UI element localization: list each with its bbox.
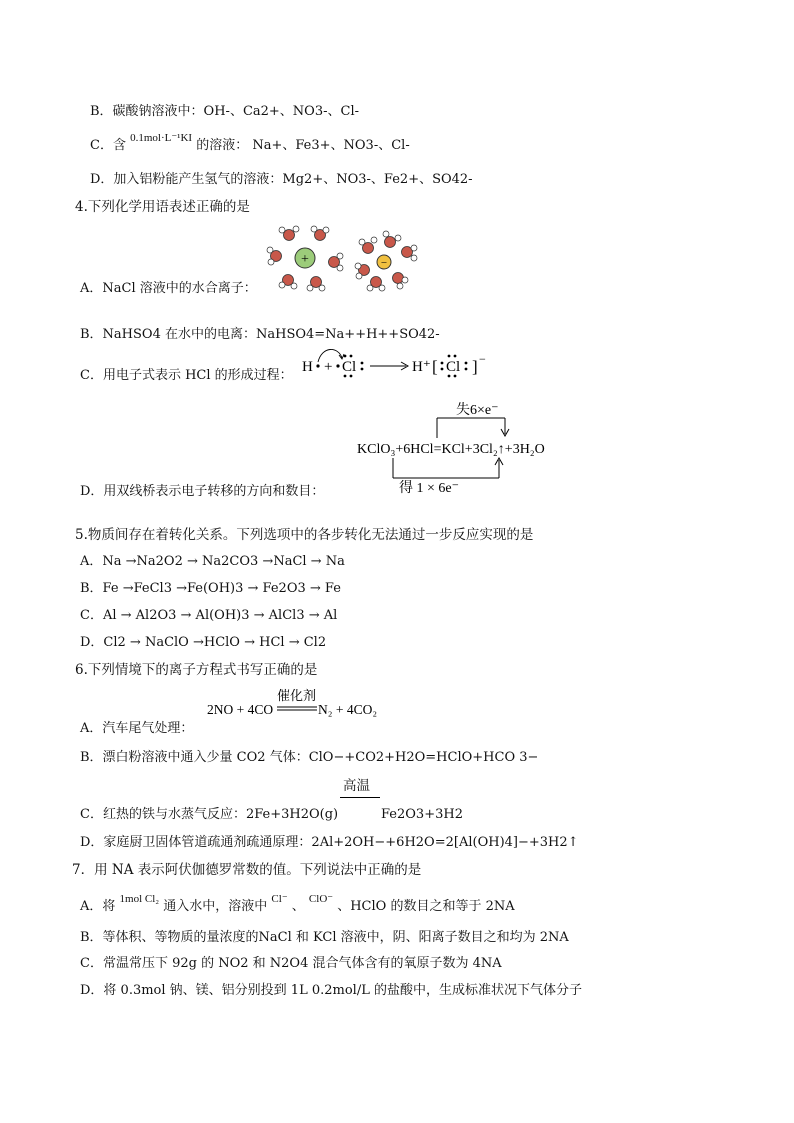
cl-ion-charge: −: [479, 352, 486, 366]
q3-option-c: [90, 132, 410, 155]
q5-stem: 5.物质间存在着转化关系。下列选项中的各步转化无法通过一步反应实现的是: [75, 527, 534, 543]
exhaust-reactants: 2NO + 4CO: [207, 702, 274, 717]
q5-option-d: D．Cl2 → NaClO →HClO → HCl → Cl2: [80, 635, 327, 650]
q3-option-c-concentration: 0.1mol·L⁻¹KI: [130, 132, 193, 144]
hydrated-cation: [267, 226, 343, 291]
h-atom-left: H: [302, 359, 313, 375]
q5-option-b: B．Fe →FeCl3 →Fe(OH)3 → Fe2O3 → Fe: [80, 581, 341, 596]
anion-minus-sign: −: [380, 257, 388, 269]
h-ion-right: H⁺: [412, 359, 431, 375]
q4-stem: 4.下列化学用语表述正确的是: [75, 199, 250, 215]
q7-option-a-mid: 通入水中，溶液中: [163, 899, 268, 914]
high-temperature-label: 高温: [343, 778, 370, 794]
q5-option-a: A．Na →Na2O2 → Na2CO3 →NaCl → Na: [80, 554, 345, 569]
q3-option-b: B．碳酸钠溶液中：OH-、Ca2+、NO3-、Cl-: [90, 104, 359, 119]
q3-option-c-suffix: 的溶液： Na+、Fe3+、NO3-、Cl-: [196, 138, 410, 153]
q5-option-c: C．Al → Al2O3 → Al(OH)3 → AlCl3 → Al: [80, 608, 338, 623]
q7-option-d: D．将 0.3mol 钠、镁、铝分别投到 1L 0.2mol/L 的盐酸中，生成标准状况下气体分子: [80, 983, 582, 998]
q7-option-a-prefix: A．将: [80, 899, 116, 914]
double-bridge-diagram: [355, 398, 575, 494]
cl-ion-right: Cl: [446, 359, 461, 375]
electron-loss-label: 失6×e⁻: [456, 403, 499, 418]
q7-option-a-ion1: Cl⁻: [271, 893, 288, 905]
cl-atom-left: Cl: [342, 359, 357, 375]
catalyst-label: 催化剂: [277, 688, 317, 703]
q4-option-a: A．NaCl 溶液中的水合离子：: [80, 281, 257, 296]
q7-option-a-amount: 1mol Cl₂: [119, 893, 160, 905]
exhaust-products: N₂ + 4CO₂: [318, 702, 378, 717]
q7-stem: 7．用 NA 表示阿伏伽德罗常数的值。下列说法中正确的是: [72, 862, 422, 878]
q6-option-a: A．汽车尾气处理：: [80, 721, 194, 736]
q7-option-a-sep: 、: [291, 899, 305, 914]
svg-text:[: [: [432, 357, 438, 376]
svg-text:]: ]: [472, 357, 478, 376]
exhaust-equation: [205, 686, 395, 722]
q6-option-d: D．家庭厨卫固体管道疏通剂疏通原理：2Al+2OH−+6H2O=2[Al(OH)4]−+3H2↑: [80, 835, 579, 850]
q6-option-c: C．红热的铁与水蒸气反应：2Fe+3H2O(g): [80, 807, 339, 822]
q4-option-c: C．用电子式表示 HCl 的形成过程：: [80, 368, 293, 383]
q6-stem: 6.下列情境下的离子方程式书写正确的是: [75, 662, 318, 678]
cation-plus-sign: +: [301, 252, 309, 267]
q3-option-d: D．加入铝粉能产生氢气的溶液：Mg2+、NO3-、Fe2+、SO42-: [90, 172, 473, 187]
q7-option-b: B．等体积、等物质的量浓度的NaCl 和 KCl 溶液中，阴、阳离子数目之和均为 2NA: [80, 930, 569, 945]
q7-option-a-ion2: ClO⁻: [308, 893, 334, 905]
hydrated-ions-diagram: [262, 220, 422, 296]
hcl-electron-formula: [298, 342, 508, 382]
hydrated-anion: [355, 231, 417, 291]
q7-option-a: [80, 893, 515, 916]
q4-option-d: D．用双线桥表示电子转移的方向和数目：: [80, 484, 325, 499]
condition-line: [340, 797, 380, 798]
q7-option-a-suffix: 、HClO 的数目之和等于 2NA: [337, 899, 515, 914]
redox-equation: KClO₃+6HCl=KCl+3Cl₂↑+3H₂O: [357, 442, 545, 457]
q7-option-c: C．常温常压下 92g 的 NO2 和 N2O4 混合气体含有的氧原子数为 4NA: [80, 956, 502, 971]
q6-option-b: B．漂白粉溶液中通入少量 CO2 气体：ClO−+CO2+H2O=HClO+HCO 3−: [80, 750, 539, 765]
q3-option-c-prefix: C．含: [90, 138, 126, 153]
q6-option-c-products: Fe2O3+3H2: [381, 807, 463, 822]
q4-option-b: B．NaHSO4 在水中的电离：NaHSO4=Na++H++SO42-: [80, 327, 440, 342]
plus-sign: +: [324, 359, 333, 375]
electron-gain-label: 得 1 × 6e⁻: [399, 481, 459, 494]
